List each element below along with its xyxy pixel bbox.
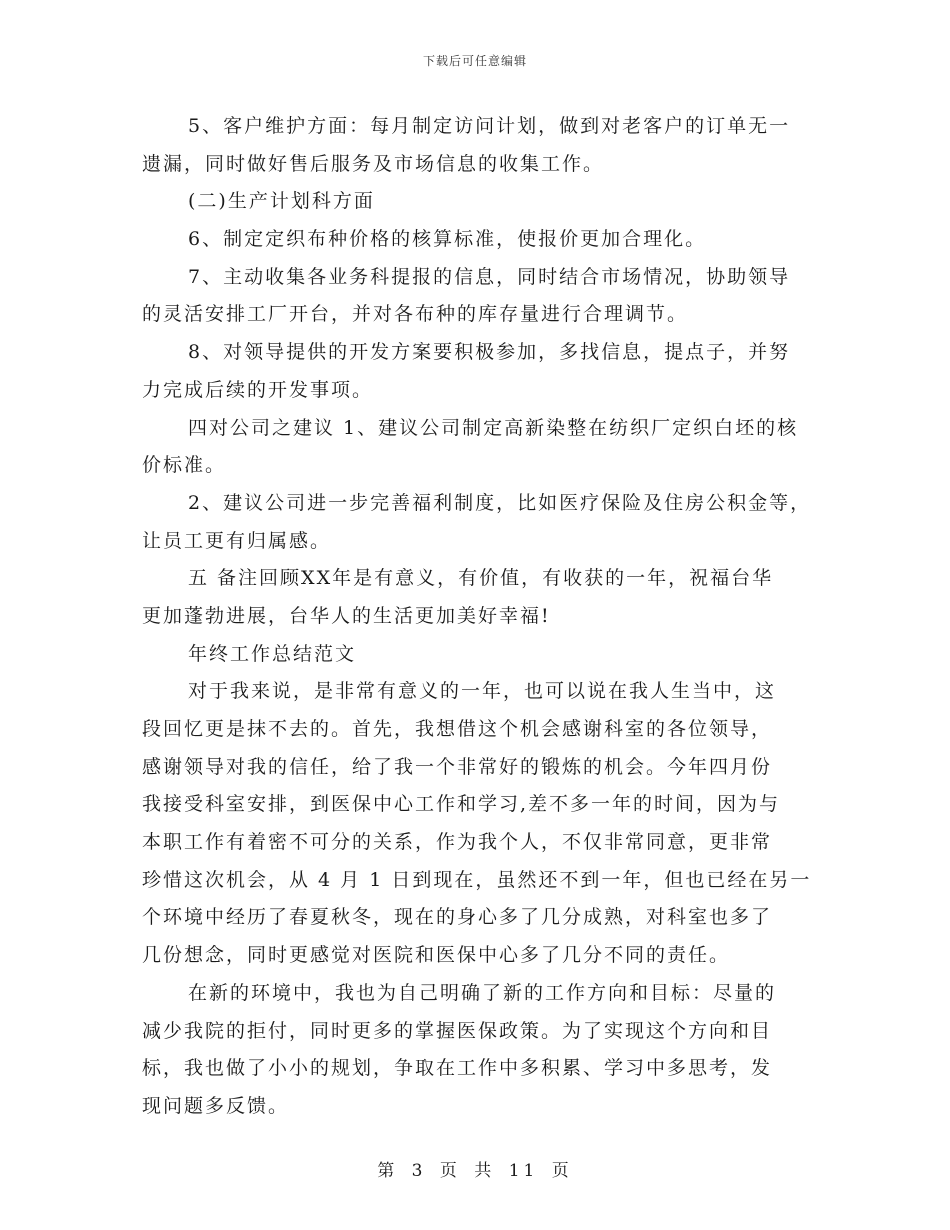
- text-line: 年终工作总结范文: [188, 642, 357, 665]
- footer-total-pages: 11: [508, 1161, 539, 1181]
- text-line: 现问题多反馈。: [142, 1094, 290, 1117]
- footer-label-total-unit: 页: [551, 1161, 573, 1181]
- header-note: 下载后可任意编辑: [422, 54, 527, 68]
- text-line: 遗漏，同时做好售后服务及市场信息的收集工作。: [142, 152, 605, 175]
- text-line: 5、客户维护方面：每月制定访问计划，做到对老客户的订单无一: [188, 115, 791, 137]
- text-line: 本职工作有着密不可分的关系，作为我个人，不仅非常同意，更非常: [142, 831, 773, 854]
- text-line: 段回忆更是抹不去的。首先，我想借这个机会感谢科室的各位领导，: [142, 718, 773, 740]
- text-line: 6、制定定织布种价格的核算标准，使报价更加合理化。: [188, 228, 707, 251]
- text-line: (二)生产计划科方面: [188, 190, 375, 213]
- page-footer: [0, 1156, 950, 1181]
- text-line: 个环境中经历了春夏秋冬，现在的身心多了几分成熟，对科室也多了: [142, 906, 773, 929]
- footer-label-total: 共: [474, 1161, 496, 1181]
- text-line: 四对公司之建议 1、建议公司制定高新染整在纺织厂定织白坯的核: [188, 416, 799, 439]
- text-line: 价标准。: [142, 454, 227, 477]
- footer-label-page-unit: 页: [439, 1161, 461, 1181]
- text-line: 几份想念，同时更感觉对医院和医保中心多了几分不同的责任。: [142, 944, 731, 967]
- text-line: 2、建议公司进一步完善福利制度，比如医疗保险及住房公积金等，: [188, 491, 812, 514]
- text-line: 7、主动收集各业务科提报的信息，同时结合市场情况，协助领导: [188, 265, 791, 288]
- footer-label-page: 第: [377, 1161, 399, 1181]
- footer-current-page: 3: [411, 1161, 427, 1181]
- text-line: 减少我院的拒付，同时更多的掌握医保政策。为了实现这个方向和目: [142, 1019, 773, 1042]
- text-line: 在新的环境中，我也为自己明确了新的工作方向和目标：尽量的: [188, 981, 777, 1004]
- text-line: 五 备注回顾XX年是有意义，有价值，有收获的一年，祝福台华: [188, 567, 774, 590]
- text-line: 让员工更有归属感。: [142, 529, 332, 552]
- text-line: 感谢领导对我的信任，给了我一个非常好的锻炼的机会。今年四月份: [142, 755, 773, 778]
- text-line: 我接受科室安排，到医保中心工作和学习,差不多一年的时间，因为与: [142, 793, 781, 816]
- text-line: 8、对领导提供的开发方案要积极参加，多找信息，提点子，并努: [188, 341, 791, 364]
- text-line: 的灵活安排工厂开台，并对各布种的库存量进行合理调节。: [142, 303, 689, 326]
- text-line: 更加蓬勃进展，台华人的生活更加美好幸福!: [142, 604, 551, 627]
- text-line: 珍惜这次机会，从 4 月 1 日到现在，虽然还不到一年，但也已经在另一: [142, 868, 812, 891]
- document-body: [142, 108, 822, 1126]
- text-line: 标，我也做了小小的规划，争取在工作中多积累、学习中多思考，发: [142, 1057, 773, 1080]
- text-line: 力完成后续的开发事项。: [142, 378, 374, 401]
- text-line: 对于我来说，是非常有意义的一年，也可以说在我人生当中，这: [188, 680, 777, 703]
